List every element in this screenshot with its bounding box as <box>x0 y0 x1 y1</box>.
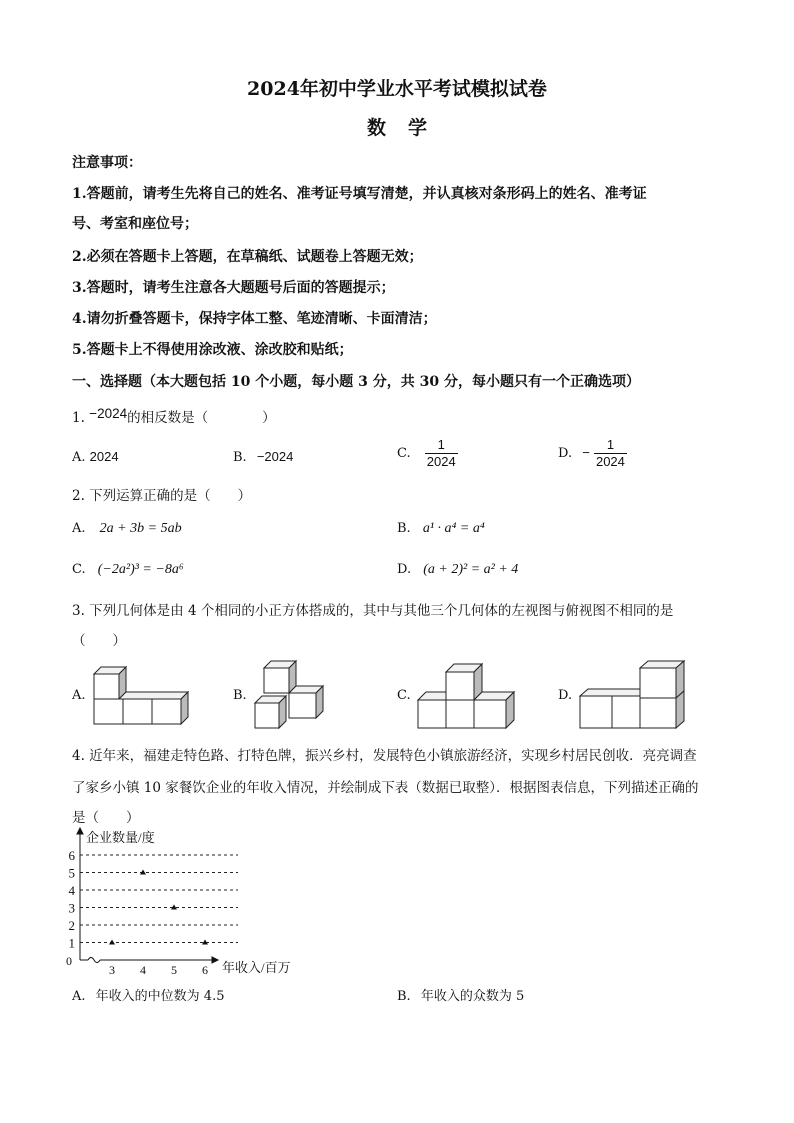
q4-option-b: B. 年收入的众数为 5 <box>397 989 525 1004</box>
q3-option-a-label: A. <box>72 688 86 703</box>
q1-option-a: A. 2024 <box>72 449 119 465</box>
fraction: $\frac{1}{2024}$ <box>426 437 456 469</box>
q2-option-b: B. a¹ · a⁴ = a⁴ <box>397 521 485 536</box>
section-heading: 一、选择题（本大题包括 10 个小题，每小题 3 分，共 30 分，每小题只有一个正确选项） <box>72 374 640 390</box>
y-axis-arrow <box>77 828 83 834</box>
exam-title: 2024年初中学业水平考试模拟试卷 <box>247 78 547 100</box>
x-tick-label: 3 <box>109 963 115 977</box>
origin-label: 0 <box>66 954 72 968</box>
q2-option-a: A. 2a + 3b = 5ab <box>72 521 182 536</box>
note-item-2: 2.必须在答题卡上答题，在草稿纸、试题卷上答题无效； <box>72 249 423 265</box>
y-tick-label: 5 <box>68 865 75 881</box>
cube-figure-d <box>578 658 690 730</box>
note-item-5: 5.答题卡上不得使用涂改液、涂改胶和贴纸； <box>72 342 353 358</box>
q1-value: −2024 <box>89 406 128 421</box>
q3-option-c-label: C. <box>397 688 411 703</box>
fraction: $\frac{1}{2024}$ <box>595 437 625 469</box>
x-axis-label: 年收入/百万 <box>222 960 291 975</box>
x-axis-arrow <box>212 957 218 963</box>
q1-option-b: B. −2024 <box>233 449 294 465</box>
question-3-line2: （ ） <box>72 633 126 649</box>
cube-figure-a <box>90 658 194 728</box>
notes-heading: 注意事项： <box>72 155 142 171</box>
y-tick-label: 4 <box>68 883 75 898</box>
q1-number: 1. <box>72 410 85 426</box>
note-item-1-cont: 号、考室和座位号； <box>72 216 198 232</box>
y-axis-label: 企业数量/度 <box>86 830 155 845</box>
x-tick-label: 4 <box>140 963 146 977</box>
data-point <box>109 940 115 945</box>
y-tick-label: 2 <box>68 918 75 933</box>
note-item-4: 4.请勿折叠答题卡，保持字体工整、笔迹清晰、卡面清洁； <box>72 311 437 327</box>
question-4-line2: 了家乡小镇 10 家餐饮企业的年收入情况，并绘制成下表（数据已取整）．根据图表信息，下列描述正确的 <box>72 780 699 796</box>
q3-option-b-label: B. <box>233 688 247 703</box>
x-tick-label: 6 <box>202 963 208 977</box>
note-item-1: 1.答题前，请考生先将自己的姓名、准考证号填写清楚，并认真核对条形码上的姓名、准考证 <box>72 186 647 202</box>
q3-option-d-label: D. <box>558 688 573 703</box>
y-tick-label: 6 <box>68 848 75 863</box>
cube-figure-c <box>416 660 520 730</box>
q2-option-c: C. (−2a²)³ = −8a⁶ <box>72 562 184 577</box>
q2-option-d: D. (a + 2)² = a² + 4 <box>397 562 519 577</box>
x-tick-label: 5 <box>171 963 177 977</box>
income-chart <box>62 826 322 978</box>
y-tick-label: 1 <box>68 935 75 951</box>
question-4-line3: 是（ ） <box>72 810 140 826</box>
q1-stem: 的相反数是（ ） <box>127 410 276 426</box>
q1-option-c: C. $\frac{1}{2024}$ <box>397 437 456 469</box>
cube-figure-b <box>252 658 330 730</box>
q1-option-d: D. − $\frac{1}{2024}$ <box>558 437 625 469</box>
question-1 <box>72 406 276 426</box>
question-4-line1: 4. 近年来，福建走特色路、打特色牌，振兴乡村，发展特色小镇旅游经济，实现乡村居民创收．亮亮调查 <box>72 748 697 764</box>
question-3-line1: 3. 下列几何体是由 4 个相同的小正方体搭成的，其中与其他三个几何体的左视图与俯视图不相同的是 <box>72 603 674 619</box>
subject-title: 数学 <box>366 117 449 139</box>
question-2: 2. 下列运算正确的是（ ） <box>72 488 252 504</box>
note-item-3: 3.答题时，请考生注意各大题题号后面的答题提示； <box>72 280 395 296</box>
axis-break <box>88 958 100 963</box>
q4-option-a: A. 年收入的中位数为 4.5 <box>72 989 225 1004</box>
y-tick-label: 3 <box>68 900 75 916</box>
